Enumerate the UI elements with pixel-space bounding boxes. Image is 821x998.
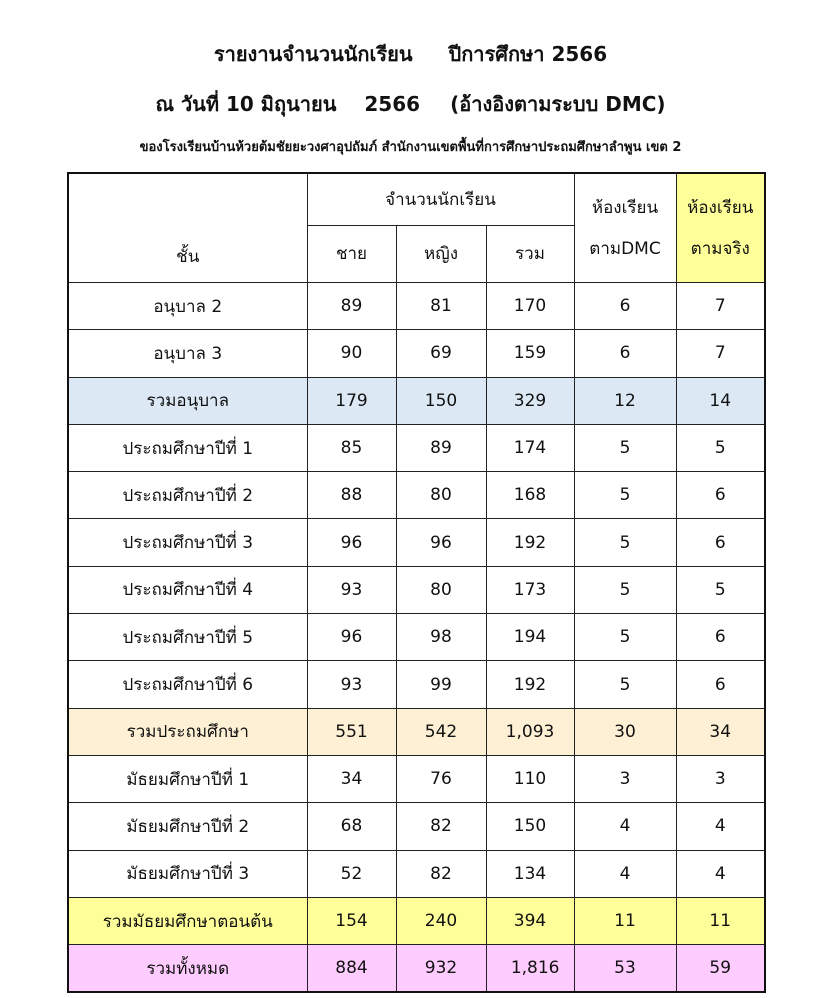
report-reference: (อ้างอิงตามระบบ DMC)	[450, 92, 666, 116]
report-date-year: 2566	[364, 92, 421, 116]
report-title-main: รายงานจำนวนนักเรียน	[213, 42, 413, 66]
header-male: ชาย	[307, 225, 396, 283]
table-row	[68, 424, 765, 471]
cell-male: 93	[307, 661, 396, 708]
cell-grade: อนุบาล 2	[68, 283, 307, 330]
table-row	[68, 283, 765, 330]
school-name: ของโรงเรียนบ้านห้วยต้มชัยยะวงศาอุปถัมภ์ สำนักงานเขตพื้นที่การศึกษาประถมศึกษาลำพูน เขต 2	[139, 140, 682, 155]
table-row	[68, 566, 765, 613]
cell-male: 551	[307, 708, 396, 755]
cell-dmc: 6	[574, 283, 676, 330]
cell-female: 932	[396, 945, 486, 993]
cell-male: 85	[307, 424, 396, 471]
cell-female: 80	[396, 472, 486, 519]
cell-male: 90	[307, 330, 396, 377]
cell-real: 7	[676, 283, 765, 330]
subtotal-row	[68, 897, 765, 944]
cell-real: 6	[676, 519, 765, 566]
table-row	[68, 472, 765, 519]
cell-female: 98	[396, 614, 486, 661]
cell-grade: รวมมัธยมศึกษาตอนต้น	[68, 897, 307, 944]
cell-dmc: 11	[574, 897, 676, 944]
table-row	[68, 850, 765, 897]
cell-male: 68	[307, 803, 396, 850]
cell-grade: ประถมศึกษาปีที่ 5	[68, 614, 307, 661]
cell-male: 96	[307, 614, 396, 661]
cell-female: 542	[396, 708, 486, 755]
table-body	[68, 283, 765, 993]
cell-real: 7	[676, 330, 765, 377]
cell-grade: ประถมศึกษาปีที่ 6	[68, 661, 307, 708]
table-row	[68, 803, 765, 850]
cell-female: 82	[396, 850, 486, 897]
header-real-rooms-2: ตามจริง	[676, 225, 765, 283]
cell-male: 884	[307, 945, 396, 993]
cell-grade: ประถมศึกษาปีที่ 3	[68, 519, 307, 566]
cell-female: 99	[396, 661, 486, 708]
table-row	[68, 330, 765, 377]
cell-female: 150	[396, 377, 486, 424]
cell-grade: รวมทั้งหมด	[68, 945, 307, 993]
cell-male: 93	[307, 566, 396, 613]
header-total: รวม	[486, 225, 574, 283]
cell-dmc: 30	[574, 708, 676, 755]
cell-male: 89	[307, 283, 396, 330]
cell-total: 170	[486, 283, 574, 330]
cell-dmc: 5	[574, 661, 676, 708]
cell-dmc: 4	[574, 803, 676, 850]
cell-real: 6	[676, 472, 765, 519]
header-dmc-rooms-2: ตามDMC	[574, 225, 676, 283]
report-date	[0, 88, 821, 120]
table-row	[68, 661, 765, 708]
header-real-rooms-1: ห้องเรียน	[676, 173, 765, 225]
academic-year: ปีการศึกษา 2566	[448, 42, 608, 66]
cell-grade: รวมอนุบาล	[68, 377, 307, 424]
cell-male: 154	[307, 897, 396, 944]
cell-grade: อนุบาล 3	[68, 330, 307, 377]
cell-dmc: 4	[574, 850, 676, 897]
cell-real: 59	[676, 945, 765, 993]
cell-grade: มัธยมศึกษาปีที่ 3	[68, 850, 307, 897]
cell-female: 82	[396, 803, 486, 850]
cell-male: 52	[307, 850, 396, 897]
cell-grade: รวมประถมศึกษา	[68, 708, 307, 755]
header-students: จำนวนนักเรียน	[307, 173, 574, 225]
cell-male: 88	[307, 472, 396, 519]
cell-dmc: 5	[574, 519, 676, 566]
cell-real: 3	[676, 755, 765, 802]
cell-total: 394	[486, 897, 574, 944]
cell-dmc: 5	[574, 424, 676, 471]
report-date-day: ณ วันที่ 10 มิถุนายน	[155, 92, 337, 116]
cell-total: 174	[486, 424, 574, 471]
cell-female: 76	[396, 755, 486, 802]
grand-total-row	[68, 945, 765, 993]
cell-real: 4	[676, 803, 765, 850]
cell-grade: ประถมศึกษาปีที่ 1	[68, 424, 307, 471]
cell-dmc: 5	[574, 614, 676, 661]
cell-total: 329	[486, 377, 574, 424]
cell-total: 173	[486, 566, 574, 613]
cell-total: 168	[486, 472, 574, 519]
subtotal-row	[68, 708, 765, 755]
header-female: หญิง	[396, 225, 486, 283]
cell-grade: มัธยมศึกษาปีที่ 1	[68, 755, 307, 802]
cell-female: 89	[396, 424, 486, 471]
table-row	[68, 755, 765, 802]
cell-dmc: 53	[574, 945, 676, 993]
header-grade: ชั้น	[68, 173, 307, 283]
cell-real: 6	[676, 614, 765, 661]
cell-total: 1,816	[486, 945, 574, 993]
table-row	[68, 614, 765, 661]
cell-real: 5	[676, 566, 765, 613]
cell-real: 4	[676, 850, 765, 897]
student-count-table	[67, 172, 766, 993]
table-row	[68, 519, 765, 566]
subtotal-row	[68, 377, 765, 424]
cell-dmc: 3	[574, 755, 676, 802]
cell-grade: มัธยมศึกษาปีที่ 2	[68, 803, 307, 850]
cell-real: 11	[676, 897, 765, 944]
cell-total: 159	[486, 330, 574, 377]
cell-total: 1,093	[486, 708, 574, 755]
cell-total: 110	[486, 755, 574, 802]
cell-real: 5	[676, 424, 765, 471]
cell-male: 34	[307, 755, 396, 802]
cell-total: 150	[486, 803, 574, 850]
cell-total: 194	[486, 614, 574, 661]
cell-female: 240	[396, 897, 486, 944]
header-dmc-rooms-1: ห้องเรียน	[574, 173, 676, 225]
report-title	[0, 38, 821, 70]
cell-real: 6	[676, 661, 765, 708]
cell-female: 96	[396, 519, 486, 566]
cell-total: 192	[486, 661, 574, 708]
cell-total: 134	[486, 850, 574, 897]
cell-real: 34	[676, 708, 765, 755]
cell-female: 69	[396, 330, 486, 377]
cell-dmc: 6	[574, 330, 676, 377]
cell-dmc: 12	[574, 377, 676, 424]
cell-male: 96	[307, 519, 396, 566]
cell-real: 14	[676, 377, 765, 424]
cell-female: 80	[396, 566, 486, 613]
cell-grade: ประถมศึกษาปีที่ 2	[68, 472, 307, 519]
cell-total: 192	[486, 519, 574, 566]
cell-male: 179	[307, 377, 396, 424]
cell-dmc: 5	[574, 472, 676, 519]
cell-grade: ประถมศึกษาปีที่ 4	[68, 566, 307, 613]
cell-female: 81	[396, 283, 486, 330]
cell-dmc: 5	[574, 566, 676, 613]
